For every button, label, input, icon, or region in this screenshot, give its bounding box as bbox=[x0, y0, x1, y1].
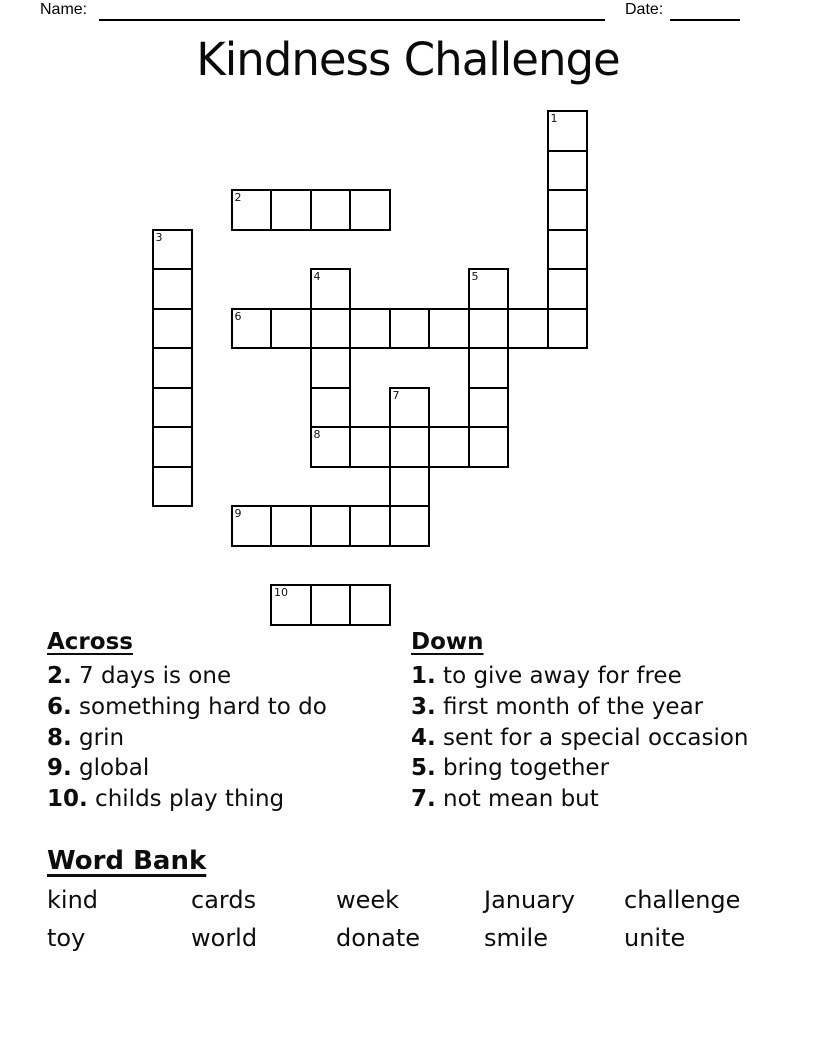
down-clue-4 bbox=[411, 723, 761, 754]
date-label: Date: bbox=[625, 1, 664, 18]
down-clue-3 bbox=[411, 692, 761, 723]
clue-number: 7. bbox=[411, 786, 436, 813]
crossword-cell[interactable] bbox=[310, 308, 352, 350]
cell-number-label: 10 bbox=[274, 586, 288, 599]
crossword-cell[interactable] bbox=[270, 189, 312, 231]
word-bank-rows bbox=[47, 881, 769, 957]
crossword-cell[interactable] bbox=[468, 387, 510, 429]
cell-number-label: 1 bbox=[550, 112, 558, 125]
clue-text: bring together bbox=[435, 755, 610, 782]
crossword-cell[interactable] bbox=[349, 426, 391, 468]
down-clue-5 bbox=[411, 753, 761, 784]
across-clue-2 bbox=[47, 661, 407, 692]
crossword-cell[interactable] bbox=[547, 150, 589, 192]
crossword-cell[interactable] bbox=[389, 505, 431, 547]
across-heading: Across bbox=[47, 629, 133, 655]
clue-text: first month of the year bbox=[435, 693, 704, 720]
crossword-cell[interactable] bbox=[310, 584, 352, 626]
clue-text: global bbox=[71, 755, 150, 782]
cell-number-label: 3 bbox=[155, 230, 163, 244]
word-bank-item: kind bbox=[47, 886, 99, 914]
crossword-cell[interactable] bbox=[389, 426, 431, 468]
cell-number-label: 7 bbox=[392, 388, 400, 402]
crossword-cell[interactable] bbox=[152, 387, 194, 429]
date-write-line[interactable] bbox=[670, 0, 740, 21]
clue-text: something hard to do bbox=[71, 693, 327, 720]
crossword-cell[interactable] bbox=[547, 268, 589, 310]
across-clue-9 bbox=[47, 753, 407, 784]
clue-number: 8. bbox=[47, 724, 72, 751]
cell-number-label: 4 bbox=[313, 270, 321, 283]
clue-text: sent for a special occasion bbox=[435, 724, 749, 751]
crossword-cell[interactable] bbox=[310, 189, 352, 231]
clue-text: not mean but bbox=[435, 786, 599, 813]
crossword-cell[interactable] bbox=[270, 505, 312, 547]
word-bank-item: week bbox=[336, 886, 400, 914]
crossword-cell[interactable] bbox=[270, 308, 312, 350]
clue-number: 5. bbox=[411, 755, 436, 782]
word-bank-row bbox=[47, 881, 769, 919]
crossword-cell[interactable] bbox=[152, 268, 194, 310]
crossword-cell[interactable] bbox=[152, 426, 194, 468]
crossword-cell[interactable] bbox=[468, 426, 510, 468]
across-clue-list bbox=[47, 661, 407, 815]
cell-number-label: 6 bbox=[234, 309, 242, 323]
word-bank-item: toy bbox=[47, 924, 86, 952]
down-clue-7 bbox=[411, 784, 761, 815]
crossword-cell[interactable] bbox=[389, 466, 431, 508]
down-clue-1 bbox=[411, 661, 761, 692]
crossword-cell[interactable] bbox=[349, 584, 391, 626]
crossword-cell[interactable] bbox=[310, 268, 352, 310]
name-write-line[interactable] bbox=[99, 0, 605, 21]
crossword-cell[interactable] bbox=[468, 308, 510, 350]
cell-number-label: 2 bbox=[234, 191, 242, 204]
word-bank-item: January bbox=[484, 886, 575, 914]
clue-number: 4. bbox=[411, 724, 436, 751]
clue-number: 6. bbox=[47, 693, 72, 720]
clue-number: 2. bbox=[47, 663, 72, 689]
crossword-cell[interactable] bbox=[231, 505, 273, 547]
down-clues-section bbox=[411, 627, 761, 815]
word-bank-item: challenge bbox=[624, 886, 741, 914]
clue-text: 7 days is one bbox=[71, 663, 232, 689]
clue-text: grin bbox=[71, 724, 125, 751]
page-title: Kindness Challenge bbox=[196, 33, 620, 86]
word-bank-item: smile bbox=[484, 924, 548, 952]
crossword-cell[interactable] bbox=[310, 387, 352, 429]
word-bank-item: world bbox=[191, 924, 258, 952]
word-bank-heading: Word Bank bbox=[47, 846, 207, 876]
across-clues-section bbox=[47, 627, 407, 815]
cell-number-label: 8 bbox=[313, 428, 321, 441]
clue-number: 10. bbox=[47, 786, 88, 813]
crossword-cell[interactable] bbox=[310, 505, 352, 547]
down-clue-list bbox=[411, 661, 761, 815]
cell-number-label: 5 bbox=[471, 270, 479, 283]
across-clue-10 bbox=[47, 784, 407, 815]
crossword-cell[interactable] bbox=[507, 308, 549, 350]
crossword-cell[interactable] bbox=[389, 387, 431, 429]
word-bank-row bbox=[47, 919, 769, 957]
clue-number: 3. bbox=[411, 693, 436, 720]
down-heading: Down bbox=[411, 629, 484, 655]
crossword-cell[interactable] bbox=[349, 505, 391, 547]
word-bank-item: cards bbox=[191, 886, 257, 914]
clue-text: childs play thing bbox=[87, 786, 285, 813]
crossword-cell[interactable] bbox=[152, 466, 194, 508]
crossword-cell[interactable] bbox=[349, 189, 391, 231]
name-label: Name: bbox=[40, 1, 88, 18]
word-bank-item: donate bbox=[336, 924, 421, 952]
crossword-cell[interactable] bbox=[231, 308, 273, 350]
crossword-cell[interactable] bbox=[468, 268, 510, 310]
crossword-cell[interactable] bbox=[310, 426, 352, 468]
clue-text: to give away for free bbox=[435, 663, 682, 689]
crossword-cell[interactable] bbox=[547, 189, 589, 231]
crossword-cell[interactable] bbox=[152, 229, 194, 271]
crossword-cell[interactable] bbox=[428, 308, 470, 350]
crossword-cell[interactable] bbox=[428, 426, 470, 468]
crossword-cell[interactable] bbox=[152, 308, 194, 350]
clue-number: 1. bbox=[411, 663, 436, 689]
clue-number: 9. bbox=[47, 755, 72, 782]
across-clue-6 bbox=[47, 692, 407, 723]
crossword-cell[interactable] bbox=[547, 229, 589, 271]
crossword-cell[interactable] bbox=[389, 308, 431, 350]
crossword-cell[interactable] bbox=[152, 347, 194, 389]
crossword-cell[interactable] bbox=[547, 110, 589, 152]
word-bank-item: unite bbox=[624, 924, 686, 952]
word-bank-section bbox=[47, 844, 769, 957]
crossword-cell[interactable] bbox=[231, 189, 273, 231]
cell-number-label: 9 bbox=[234, 507, 242, 520]
crossword-cell[interactable] bbox=[468, 347, 510, 389]
crossword-cell[interactable] bbox=[547, 308, 589, 350]
crossword-cell[interactable] bbox=[310, 347, 352, 389]
crossword-cell[interactable] bbox=[349, 308, 391, 350]
across-clue-8 bbox=[47, 723, 407, 754]
crossword-cell[interactable] bbox=[270, 584, 312, 626]
